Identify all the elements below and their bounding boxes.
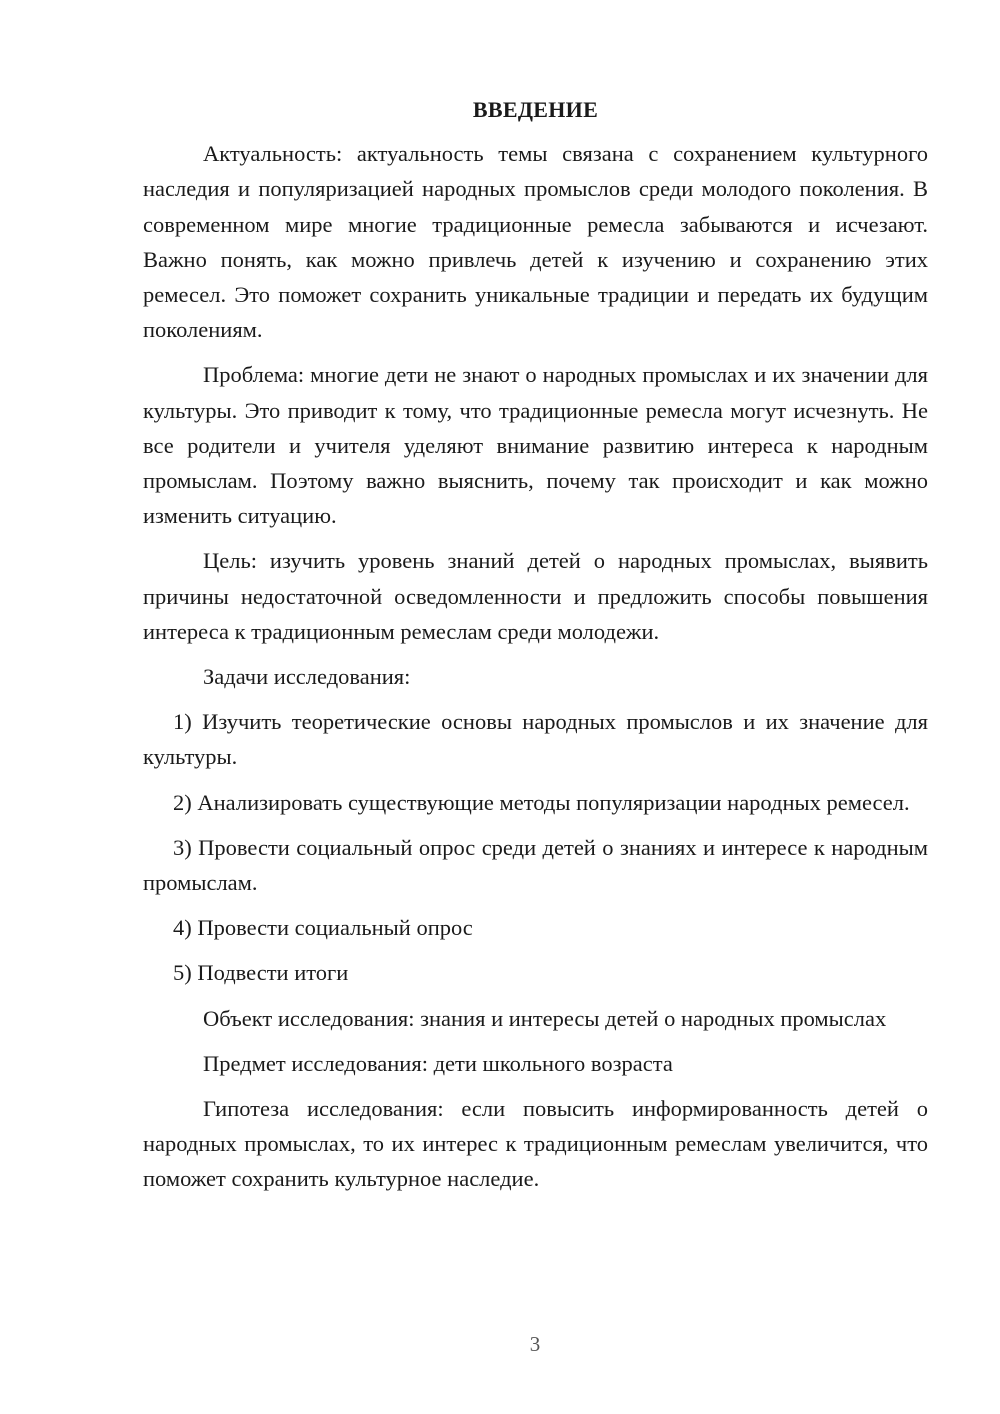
document-page	[143, 92, 928, 1207]
object-paragraph: Объект исследования: знания и интересы детей о народных промыслах	[203, 1005, 887, 1031]
task-item-5: 5) Подвести итоги	[173, 960, 349, 986]
goal-paragraph: Цель: изучить уровень знаний детей о народных промыслах, выявить причины недостаточной осведомленности и предложить способы повышения интереса к традиционным ремеслам среди молодежи.	[143, 548, 928, 644]
problem-paragraph: Проблема: многие дети не знают о народных промыслах и их значении для культуры. Это приводит к тому, что традиционные ремесла могут исчезнуть. Не все родители и учителя уделяют внимание развитию интереса к народным промыслам. Поэтому важно выяснить, почему так происходит и как можно изменить ситуацию.	[143, 362, 928, 529]
tasks-heading: Задачи исследования:	[203, 664, 411, 690]
page-number: 3	[529, 1332, 541, 1356]
relevance-paragraph: Актуальность: актуальность темы связана с сохранением культурного наследия и популяризацией народных промыслов среди молодого поколения. В современном мире многие традиционные ремесла забываются и исчезают. Важно понять, как можно привлечь детей к изучению и сохранению этих ремесел. Это поможет сохранить уникальные традиции и передать их будущим поколениям.	[143, 141, 928, 343]
hypothesis-paragraph: Гипотеза исследования: если повысить информированность детей о народных промыслах, то их интерес к традиционным ремеслам увеличится, что поможет сохранить культурное наследие.	[143, 1096, 928, 1192]
subject-paragraph: Предмет исследования: дети школьного возраста	[203, 1050, 673, 1076]
task-item-4: 4) Провести социальный опрос	[173, 915, 473, 941]
task-item-3: 3) Провести социальный опрос среди детей о знаниях и интересе к народным промыслам.	[143, 834, 928, 896]
section-title: ВВЕДЕНИЕ	[472, 97, 599, 122]
task-item-1: 1) Изучить теоретические основы народных промыслов и их значение для культуры.	[143, 709, 928, 770]
task-item-2: 2) Анализировать существующие методы популяризации народных ремесел.	[173, 789, 910, 815]
